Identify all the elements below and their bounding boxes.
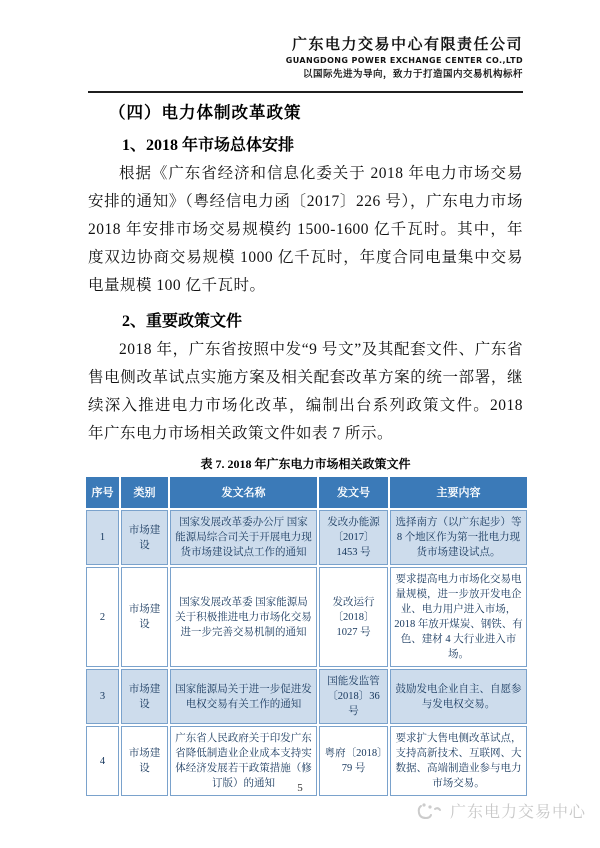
cell-summary: 要求扩大售电侧改革试点，支持高新技术、互联网、大数据、高端制造业参与电力市场交易。	[390, 726, 527, 796]
cell-summary: 要求提高电力市场化交易电量规模，进一步放开发电企业、电力用户进入市场，2018 年放开煤炭、钢铁、有色、建材 4 大行业进入市场。	[390, 567, 527, 667]
company-name-cn: 广东电力交易中心有限责任公司	[291, 35, 523, 53]
cell-summary: 选择南方（以广东起步）等 8 个地区作为第一批电力现货市场建设试点。	[390, 510, 527, 565]
subsection-heading-1: 1、2018 年市场总体安排	[122, 137, 295, 154]
page-number: 5	[297, 782, 303, 794]
subsection-heading-2: 2、重要政策文件	[122, 313, 243, 330]
col-header-doc-no: 发文号	[319, 477, 388, 508]
cell-category: 市场建设	[121, 510, 168, 565]
table-row	[86, 567, 527, 667]
watermark-text: 广东电力交易中心	[449, 802, 586, 821]
col-header-no: 序号	[86, 477, 119, 508]
paragraph-2: 2018 年，广东省按照中发“9 号文”及其配套文件、广东省售电侧改革试点实施方案及相关配套改革方案的统一部署，继续深入推进电力市场化改革，编制出台系列政策文件。2018 年广东电力市场相关政策文件如表 7 所示。	[88, 341, 523, 442]
cell-doc-no: 国能发监管〔2018〕36 号	[319, 669, 388, 724]
cell-no: 3	[86, 669, 119, 724]
document-body	[88, 102, 523, 798]
letterhead	[286, 35, 523, 81]
section-heading: （四）电力体制改革政策	[109, 103, 302, 122]
watermark	[415, 799, 586, 822]
cell-title: 广东省人民政府关于印发广东省降低制造业企业成本支持实体经济发展若干政策措施（修订版）的通知	[170, 726, 317, 796]
cell-doc-no: 发改运行〔2018〕1027 号	[319, 567, 388, 667]
col-header-category: 类别	[121, 477, 168, 508]
cell-category: 市场建设	[121, 726, 168, 796]
cell-title: 国家能源局关于进一步促进发电权交易有关工作的通知	[170, 669, 317, 724]
col-header-summary: 主要内容	[390, 477, 527, 508]
cell-category: 市场建设	[121, 669, 168, 724]
cell-title: 国家发展改革委 国家能源局关于积极推进电力市场化交易 进一步完善交易机制的通知	[170, 567, 317, 667]
table-row	[86, 510, 527, 565]
company-name-en: GUANGDONG POWER EXCHANGE CENTER CO.,LTD	[285, 56, 523, 65]
paragraph-1: 根据《广东省经济和信息化委关于 2018 年电力市场交易安排的通知》（粤经信电力函〔2017〕226 号），广东电力市场 2018 年安排市场交易规模约 1500-1600 亿千瓦时。其中，年度双边协商交易规模 1000 亿千瓦时，年度合同电量集中交易电量规模 100 亿千瓦时。	[88, 165, 523, 294]
watermark-logo-icon	[415, 800, 445, 822]
cell-category: 市场建设	[121, 567, 168, 667]
cell-no: 2	[86, 567, 119, 667]
cell-doc-no: 粤府〔2018〕79 号	[319, 726, 388, 796]
table-caption: 表 7. 2018 年广东电力市场相关政策文件	[200, 457, 411, 471]
policy-table	[84, 475, 529, 798]
table-header-row	[86, 477, 527, 508]
cell-summary: 鼓励发电企业自主、自愿参与发电权交易。	[390, 669, 527, 724]
cell-title: 国家发展改革委办公厅 国家能源局综合司关于开展电力现货市场建设试点工作的通知	[170, 510, 317, 565]
table-row	[86, 669, 527, 724]
company-slogan: 以国际先进为导向，致力于打造国内交易机构标杆	[302, 69, 523, 80]
letterhead-divider	[88, 91, 523, 93]
cell-doc-no: 发改办能源〔2017〕1453 号	[319, 510, 388, 565]
col-header-title: 发文名称	[170, 477, 317, 508]
cell-no: 4	[86, 726, 119, 796]
cell-no: 1	[86, 510, 119, 565]
